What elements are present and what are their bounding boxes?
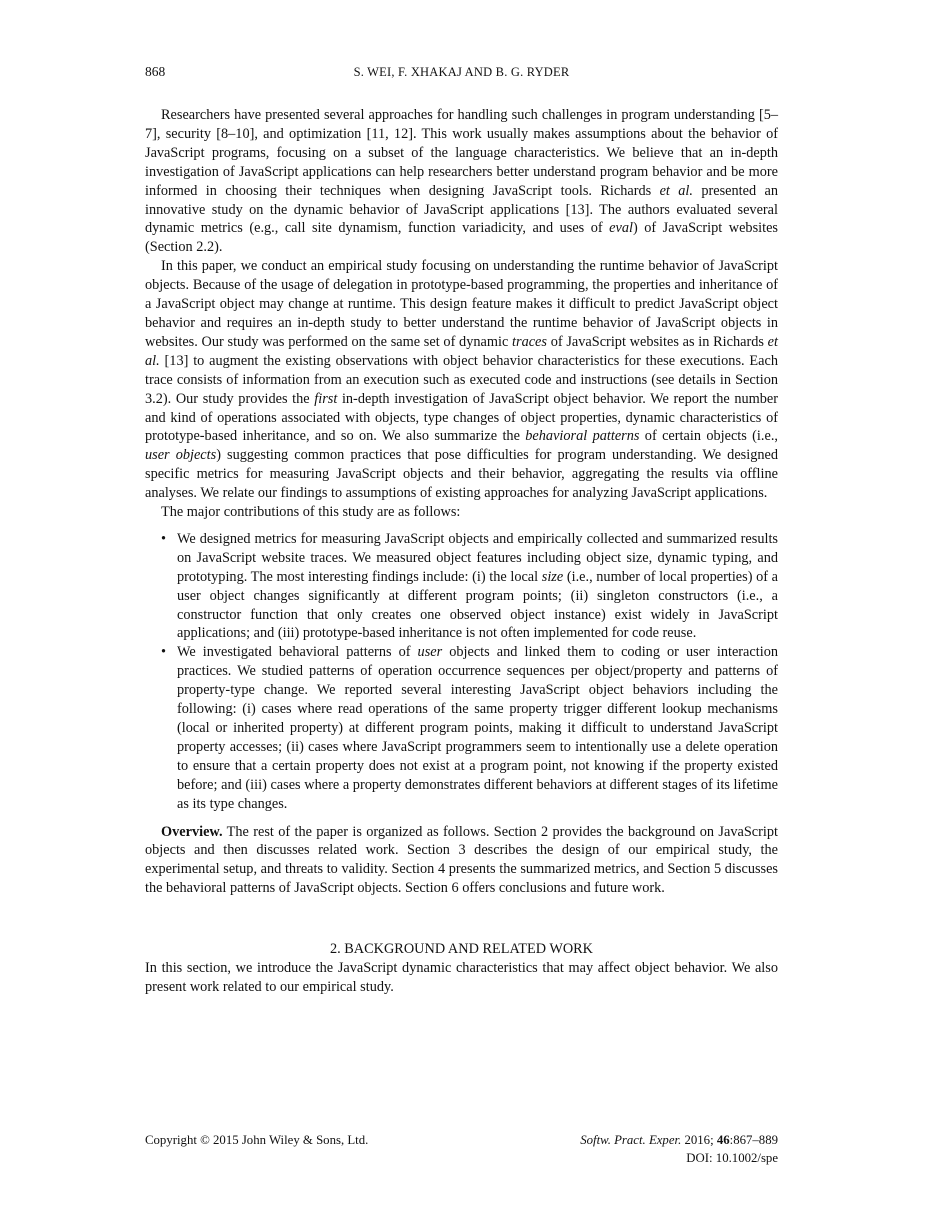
paragraph-intro-related: Researchers have presented several approaches for handling such challenges in program understanding [5–7], security [8–10], and optimization [11, 12]. This work usually makes assumptions about the behavior of JavaScript programs, focusing on a subset of the language characteristics. We believe that an in-depth investigation of JavaScript applications can help researchers better understand program behavior and be more informed in choosing their techniques when designing JavaScript tools. Richards et al. presented an innovative study on the dynamic behavior of JavaScript applications [13]. The authors evaluated several dynamic metrics (e.g., call site dynamism, function variadicity, and uses of eval) of JavaScript websites (Section 2.2). (145, 107, 778, 256)
citation-block (580, 1131, 778, 1167)
paragraph-section-intro: In this section, we introduce the JavaScript dynamic characteristics that may affect object behavior. We also present work related to our empirical study. (145, 960, 778, 996)
running-head-authors: S. WEI, F. XHAKAJ AND B. G. RYDER (353, 65, 570, 79)
paragraph-study-description: In this paper, we conduct an empirical study focusing on understanding the runtime behavior of JavaScript objects. Because of the usage of delegation in prototype-based programming, the properties and inheritance of a JavaScript object may change at runtime. This design feature makes it difficult to predict JavaScript object behavior and requires an in-depth study to better understand the runtime behavior of JavaScript objects in websites. Our study was performed on the same set of dynamic traces of JavaScript websites as in Richards et al. [13] to augment the existing observations with object behavior characteristics for these executions. Each trace consists of information from an execution such as executed code and instructions (see details in Section 3.2). Our study provides the first in-depth investigation of JavaScript object behavior. We report the number and kind of operations associated with objects, type changes of object properties, dynamic characteristics of prototype-based inheritance, and so on. We also summarize the behavioral patterns of certain objects (i.e., user objects) suggesting common practices that pose difficulties for program understanding. We designed specific metrics for measuring JavaScript objects and their behavior, aggregating the results via offline analyses. We relate our findings to assumptions of existing approaches for analyzing JavaScript applications. (145, 258, 778, 502)
page-number: 868 (145, 64, 166, 79)
paragraph-contributions-intro: The major contributions of this study are as follows: (161, 504, 461, 521)
journal-citation: Softw. Pract. Exper. 2016; 46:867–889 (580, 1133, 778, 1147)
overview-label: Overview. (161, 823, 223, 840)
bullet-marker: • (161, 644, 167, 661)
page-header (145, 62, 778, 82)
bullet-marker: • (161, 530, 167, 547)
copyright-notice: Copyright © 2015 John Wiley & Sons, Ltd. (145, 1133, 369, 1147)
paragraph-overview: Overview. The rest of the paper is organized as follows. Section 2 provides the background on JavaScript objects and then discusses related work. Section 3 describes the design of our empirical study, the experimental setup, and threats to validity. Section 4 presents the summarized metrics, and Section 5 discusses the behavioral patterns of JavaScript objects. Section 6 offers conclusions and future work. (145, 823, 778, 897)
doi: DOI: 10.1002/spe (686, 1151, 778, 1165)
list-item: • We investigated behavioral patterns of user objects and linked them to coding or user interaction practices. We studied patterns of operation occurrence sequences per object/property and patterns of property-type change. We reported several interesting JavaScript object behaviors including the following: (i) cases where read operations of the same property trigger different lookup mechanisms (local or inherited property) at different program points, making it difficult to understand JavaScript property accesses; (ii) cases where JavaScript programmers seem to intentionally use a delete operation to ensure that a certain property does not exist at a program point, not knowing if the property existed before; and (iii) cases where a property demonstrates different behaviors at different stages of its lifetime as its type changes. (161, 644, 778, 812)
page-body (145, 106, 778, 997)
contributions-list (145, 530, 778, 814)
list-item: • We designed metrics for measuring JavaScript objects and empirically collected and summarized results on JavaScript website traces. We measured object features including object size, dynamic typing, and prototyping. The most interesting findings include: (i) the local size (i.e., number of local properties) of a user object changes significantly at different program points; (ii) singleton constructors (i.e., a constructor function that only creates one observed object instance) exist widely in JavaScript applications; and (iii) prototype-based inheritance is not often implemented for code reuse. (161, 530, 778, 642)
section-heading: 2. BACKGROUND AND RELATED WORK (329, 941, 594, 958)
